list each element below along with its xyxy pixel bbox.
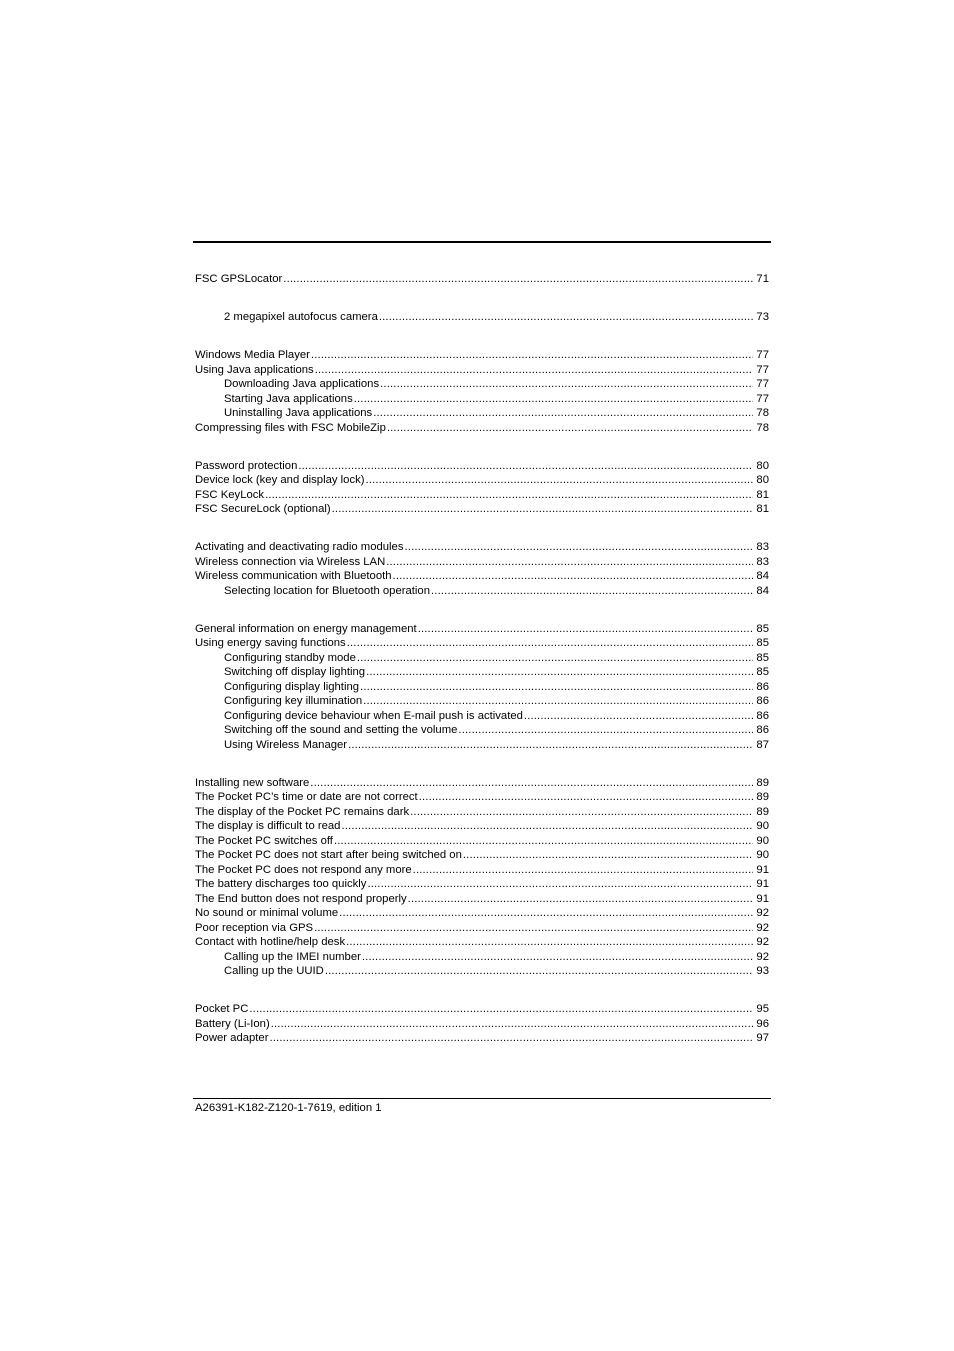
toc-entry[interactable]	[195, 363, 769, 378]
dot-leader	[348, 738, 753, 753]
toc-entry-title: Configuring key illumination	[224, 695, 363, 707]
dot-leader	[367, 877, 753, 892]
toc-entry-title: Using Java applications	[195, 363, 314, 376]
toc-entry-title: Windows Media Player	[195, 349, 310, 361]
toc-entry-page-number: 81	[756, 503, 769, 515]
toc-entry[interactable]	[195, 848, 769, 863]
toc-entry-title: Configuring standby mode	[224, 651, 356, 664]
toc-entry-title: FSC SecureLock (optional)	[195, 503, 331, 515]
dot-leader	[362, 950, 753, 965]
dot-leader	[354, 392, 753, 407]
toc-entry-page-number: 86	[756, 709, 769, 722]
toc-group	[195, 776, 769, 979]
toc-entry-title: 2 megapixel autofocus camera	[224, 311, 378, 323]
dot-leader	[298, 459, 753, 474]
dot-leader	[379, 310, 753, 325]
toc-entry-title: Power adapter	[195, 1032, 269, 1044]
dot-leader	[357, 651, 753, 666]
toc-entry-title: The Pocket PC switches off	[195, 834, 333, 847]
toc-entry-page-number: 91	[756, 892, 769, 905]
toc-entry-title: Pocket PC	[195, 1003, 249, 1015]
toc-entry-page-number: 77	[756, 392, 769, 405]
toc-entry[interactable]	[195, 877, 769, 892]
toc-entry-page-number: 92	[756, 950, 769, 963]
dot-leader	[269, 1031, 753, 1046]
header-rule	[193, 241, 771, 243]
dot-leader	[410, 805, 753, 820]
dot-leader	[341, 819, 753, 834]
toc-entry-page-number: 83	[756, 555, 769, 568]
toc-entry[interactable]	[195, 459, 769, 474]
toc-entry[interactable]	[195, 723, 769, 738]
dot-leader	[366, 473, 753, 488]
dot-leader	[332, 502, 753, 517]
toc-entry[interactable]	[195, 935, 769, 950]
toc-entry-page-number: 90	[756, 834, 769, 847]
dot-leader	[419, 790, 753, 805]
toc-group	[195, 459, 769, 517]
dot-leader	[463, 848, 753, 863]
toc-entry-page-number: 91	[756, 878, 769, 890]
toc-entry[interactable]	[195, 651, 769, 666]
dot-leader	[458, 723, 753, 738]
dot-leader	[271, 1017, 753, 1032]
toc-entry-page-number: 90	[756, 849, 769, 861]
dot-leader	[387, 421, 753, 436]
toc-entry-title: Configuring display lighting	[224, 680, 360, 693]
toc-group	[195, 1002, 769, 1046]
toc-entry-title: The Pocket PC does not start after being switched on	[195, 849, 462, 861]
toc-entry-title: Poor reception via GPS	[195, 921, 314, 934]
dot-leader	[315, 363, 753, 378]
dot-leader	[405, 540, 754, 555]
toc-entry[interactable]	[195, 790, 769, 805]
dot-leader	[249, 1002, 753, 1017]
toc-entry-page-number: 85	[756, 637, 769, 649]
dot-leader	[334, 834, 753, 849]
toc-entry-title: The End button does not respond properly	[195, 892, 407, 905]
toc-entry-page-number: 86	[756, 695, 769, 707]
toc-group	[195, 540, 769, 598]
toc-entry[interactable]	[195, 680, 769, 695]
dot-leader	[283, 272, 753, 287]
toc-entry-page-number: 86	[756, 680, 769, 693]
toc-entry-title: The display is difficult to read	[195, 820, 341, 832]
toc-entry[interactable]	[195, 1017, 769, 1032]
dot-leader	[408, 892, 753, 907]
toc-entry-page-number: 83	[756, 541, 769, 553]
toc-entry-page-number: 80	[756, 474, 769, 486]
toc-entry[interactable]	[195, 921, 769, 936]
toc-entry[interactable]	[195, 805, 769, 820]
toc-entry-page-number: 77	[756, 378, 769, 390]
toc-entry-title: The battery discharges too quickly	[195, 878, 367, 890]
toc-entry-page-number: 85	[756, 622, 769, 635]
dot-leader	[393, 569, 753, 584]
toc-entry-page-number: 93	[756, 965, 769, 977]
toc-entry[interactable]	[195, 709, 769, 724]
toc-entry[interactable]	[195, 488, 769, 503]
toc-entry[interactable]	[195, 473, 769, 488]
toc-entry-page-number: 78	[756, 421, 769, 434]
toc-entry-title: Downloading Java applications	[224, 378, 380, 390]
toc-entry[interactable]	[195, 776, 769, 791]
toc-entry-title: The Pocket PC does not respond any more	[195, 863, 412, 876]
toc-entry-title: Selecting location for Bluetooth operation	[224, 584, 430, 597]
toc-entry-page-number: 92	[756, 936, 769, 948]
toc-entry-title: General information on energy management	[195, 622, 417, 635]
toc-entry[interactable]	[195, 950, 769, 965]
toc-entry-page-number: 77	[756, 363, 769, 376]
toc-entry-title: Using energy saving functions	[195, 637, 346, 649]
dot-leader	[311, 348, 753, 363]
toc-entry-title: Uninstalling Java applications	[224, 407, 373, 419]
toc-entry[interactable]	[195, 636, 769, 651]
toc-entry-title: Wireless communication with Bluetooth	[195, 570, 392, 582]
dot-leader	[347, 636, 753, 651]
toc-entry-page-number: 89	[756, 776, 769, 789]
dot-leader	[380, 377, 753, 392]
toc-entry[interactable]	[195, 738, 769, 753]
dot-leader	[373, 406, 753, 421]
toc-entry-title: Activating and deactivating radio modules	[195, 541, 404, 553]
toc-entry-title: No sound or minimal volume	[195, 907, 339, 919]
toc-entry[interactable]	[195, 665, 769, 680]
toc-entry[interactable]	[195, 540, 769, 555]
dot-leader	[325, 964, 753, 979]
toc-entry-page-number: 71	[756, 273, 769, 285]
toc-entry-title: FSC KeyLock	[195, 488, 265, 501]
toc-entry-title: Password protection	[195, 459, 298, 472]
toc-entry-page-number: 92	[756, 907, 769, 919]
footer-document-id: A26391-K182-Z120-1-7619, edition 1	[195, 1102, 382, 1114]
toc-group	[195, 272, 769, 287]
table-of-contents	[195, 272, 769, 1069]
toc-entry-title: Installing new software	[195, 776, 310, 789]
toc-entry[interactable]	[195, 834, 769, 849]
dot-leader	[366, 665, 753, 680]
toc-entry-page-number: 97	[756, 1032, 769, 1044]
dot-leader	[314, 921, 753, 936]
toc-entry-title: FSC GPSLocator	[195, 273, 283, 285]
toc-entry-title: Compressing files with FSC MobileZip	[195, 421, 386, 434]
toc-entry[interactable]	[195, 819, 769, 834]
toc-entry-page-number: 85	[756, 666, 769, 678]
toc-entry-page-number: 95	[756, 1003, 769, 1015]
toc-entry-title: Device lock (key and display lock)	[195, 474, 365, 486]
toc-entry-title: The display of the Pocket PC remains dark	[195, 805, 410, 818]
dot-leader	[310, 776, 753, 791]
toc-entry-title: Switching off display lighting	[224, 666, 366, 678]
toc-group	[195, 348, 769, 435]
toc-entry-page-number: 89	[756, 791, 769, 803]
toc-entry-title: Calling up the IMEI number	[224, 950, 361, 963]
toc-entry[interactable]	[195, 392, 769, 407]
toc-entry[interactable]	[195, 377, 769, 392]
toc-entry[interactable]	[195, 863, 769, 878]
toc-entry-title: Contact with hotline/help desk	[195, 936, 346, 948]
toc-entry-title: Switching off the sound and setting the volume	[224, 724, 458, 736]
toc-entry-page-number: 96	[756, 1017, 769, 1030]
dot-leader	[386, 555, 753, 570]
toc-entry-page-number: 86	[756, 724, 769, 736]
dot-leader	[524, 709, 753, 724]
toc-entry-page-number: 92	[756, 921, 769, 934]
toc-entry[interactable]	[195, 694, 769, 709]
toc-entry-title: Wireless connection via Wireless LAN	[195, 555, 386, 568]
toc-entry-page-number: 91	[756, 863, 769, 876]
toc-entry[interactable]	[195, 421, 769, 436]
toc-entry-title: Battery (Li-Ion)	[195, 1017, 270, 1030]
toc-entry-page-number: 84	[756, 584, 769, 597]
toc-entry[interactable]	[195, 622, 769, 637]
toc-entry-page-number: 85	[756, 651, 769, 664]
toc-entry[interactable]	[195, 1002, 769, 1017]
dot-leader	[360, 680, 753, 695]
toc-entry-page-number: 77	[756, 349, 769, 361]
dot-leader	[431, 584, 753, 599]
toc-entry-title: Calling up the UUID	[224, 965, 324, 977]
dot-leader	[418, 622, 753, 637]
toc-entry[interactable]	[195, 272, 769, 287]
toc-entry-page-number: 84	[756, 570, 769, 582]
toc-entry-page-number: 89	[756, 805, 769, 818]
toc-entry-page-number: 81	[756, 488, 769, 501]
toc-entry[interactable]	[195, 555, 769, 570]
toc-group	[195, 310, 769, 325]
toc-entry[interactable]	[195, 964, 769, 979]
toc-entry[interactable]	[195, 310, 769, 325]
toc-group	[195, 622, 769, 753]
toc-entry-page-number: 87	[756, 738, 769, 751]
dot-leader	[265, 488, 753, 503]
toc-entry[interactable]	[195, 906, 769, 921]
toc-entry[interactable]	[195, 892, 769, 907]
toc-entry[interactable]	[195, 584, 769, 599]
toc-entry[interactable]	[195, 406, 769, 421]
toc-entry[interactable]	[195, 502, 769, 517]
toc-entry-page-number: 90	[756, 820, 769, 832]
toc-entry-title: Using Wireless Manager	[224, 738, 348, 751]
toc-entry-title: The Pocket PC’s time or date are not correct	[195, 791, 418, 803]
dot-leader	[346, 935, 753, 950]
toc-entry-title: Configuring device behaviour when E-mail push is activated	[224, 709, 523, 722]
toc-entry[interactable]	[195, 569, 769, 584]
dot-leader	[363, 694, 753, 709]
toc-entry-title: Starting Java applications	[224, 392, 353, 405]
toc-entry-page-number: 73	[756, 311, 769, 323]
toc-entry-page-number: 78	[756, 407, 769, 419]
dot-leader	[339, 906, 753, 921]
dot-leader	[413, 863, 753, 878]
toc-entry[interactable]	[195, 1031, 769, 1046]
footer-rule	[193, 1098, 771, 1099]
toc-entry-page-number: 80	[756, 459, 769, 472]
toc-entry[interactable]	[195, 348, 769, 363]
